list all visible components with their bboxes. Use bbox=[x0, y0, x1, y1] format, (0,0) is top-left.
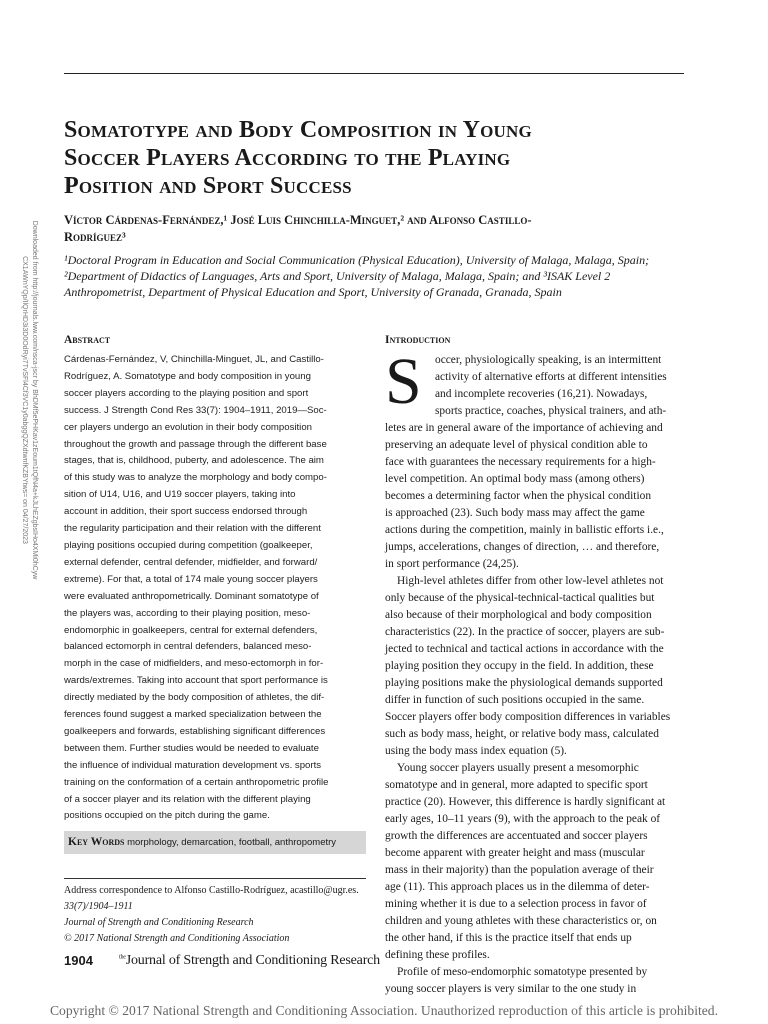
text-line: face with guarantees the necessary requirements for a high- bbox=[385, 456, 656, 468]
text-line: differ in function of such positions occupied in the same. bbox=[385, 694, 645, 706]
text-line: were evaluated anthropometrically. Dominant somatotype of bbox=[64, 590, 319, 602]
text-line: the influence of individual maturation development vs. sports bbox=[64, 759, 322, 771]
affiliation-line: ¹Doctoral Program in Education and Social Communication (Physical Education), University of Malaga, Malaga, Spain; bbox=[64, 253, 650, 267]
copyright-notice: Copyright © 2017 National Strength and Conditioning Association. Unauthorized reproduction of this article is prohibited. bbox=[49, 1003, 718, 1018]
text-line: ferences found suggest a marked specialization between the bbox=[64, 709, 322, 721]
left-column bbox=[64, 333, 366, 854]
abstract-body bbox=[64, 352, 366, 825]
text-line: extreme). For that, a total of 174 male young soccer players bbox=[64, 573, 318, 585]
text-line: in sport performance (24,25). bbox=[385, 558, 519, 570]
text-line: success. J Strength Cond Res 33(7): 1904–1911, 2019—Soc- bbox=[64, 404, 327, 416]
title-line: Position and Sport Success bbox=[64, 173, 352, 199]
text-line: becomes a determining factor when the physical condition bbox=[385, 490, 652, 502]
text-line: level competition. An optimal body mass (among others) bbox=[385, 473, 645, 485]
text-line: early ages, 10–11 years (9), with the approach to the peak of bbox=[385, 813, 661, 825]
text-line: activity of alternative efforts at different intensities bbox=[435, 371, 667, 383]
text-line: goalkeepers and forwards, establishing significant differences bbox=[64, 725, 326, 737]
text-line: using the body mass index equation (5). bbox=[385, 745, 567, 757]
text-line: external defender, central defender, midfielder, and forward/ bbox=[64, 556, 318, 568]
drop-cap: S bbox=[385, 345, 422, 418]
text-line: sition of U14, U16, and U19 soccer players, taking into bbox=[64, 489, 296, 501]
text-line: training on the conformation of a certain anthropometric profile bbox=[64, 776, 329, 788]
text-line: Rodríguez, A. Somatotype and body composition in young bbox=[64, 370, 311, 382]
text-line: between them. Further studies would be needed to evaluate bbox=[64, 742, 319, 754]
text-line: playing positions occupied during competition (goalkeeper, bbox=[64, 539, 313, 551]
title-line: Somatotype and Body Composition in Young bbox=[64, 117, 532, 143]
paragraph-1 bbox=[385, 345, 685, 573]
download-notice-line: CX1AWnYQp/IlQrHD3i3D0OdRyi7TvSFl4Cf3VC1y0abggQZXdtwnfKZBYtws= on 04/27/2023 bbox=[21, 256, 28, 544]
text-line: morph in the case of midfielders, and meso-ectomorph in for- bbox=[64, 658, 324, 670]
paragraph-4 bbox=[385, 964, 685, 998]
keywords-label: Key Words bbox=[68, 836, 125, 849]
text-line: wards/extremes. Taking into account that sport performance is bbox=[64, 675, 328, 687]
text-line: soccer players according to the playing position and sport bbox=[64, 387, 309, 399]
page-number: 1904 bbox=[64, 953, 93, 968]
text-line: directly mediated by the body composition of athletes, the dif- bbox=[64, 692, 325, 704]
text-line: and incomplete recoveries (16,21). Nowadays, bbox=[435, 388, 648, 400]
journal-title: Journal of Strength and Conditioning Research bbox=[125, 953, 380, 968]
text-line: throughout the growth and passage through the different base bbox=[64, 438, 327, 450]
text-line: children and young athletes with these characteristics or, on bbox=[385, 915, 657, 927]
author-line: Víctor Cárdenas-Fernández,¹ José Luis Chinchilla-Minguet,² and Alfonso Castillo- bbox=[64, 213, 532, 227]
text-line: Profile of meso-endomorphic somatotype presented by bbox=[397, 966, 648, 978]
text-line: High-level athletes differ from other low-level athletes not bbox=[397, 575, 664, 587]
affiliation-line: Anthropometrist, Department of Physical Education and Sport, University of Granada, Granada, Spain bbox=[64, 285, 562, 299]
text-line: growth the differences are accentuated and soccer players bbox=[385, 830, 648, 842]
top-rule bbox=[64, 73, 684, 74]
text-line: somatotype and in general, more adapted to specific sport bbox=[385, 779, 648, 791]
affiliations bbox=[64, 252, 684, 300]
article-title bbox=[64, 116, 684, 200]
introduction-heading: Introduction bbox=[385, 334, 451, 346]
download-notice-line: Downloaded from http://journals.lww.com/nsca-jscr by BhDMf5ePHKav1zEoum1tQfN4a+kJLhEZgbsIHo4XMi0hCyw bbox=[31, 220, 38, 580]
text-line: preserving an adequate level of physical condition able to bbox=[385, 439, 648, 451]
journal-name: Journal of Strength and Conditioning Research bbox=[64, 917, 254, 928]
text-line: playing position they occupy in the field. In addition, these bbox=[385, 660, 654, 672]
text-line: the players was, according to their playing position, meso- bbox=[64, 607, 311, 619]
paragraph-2 bbox=[385, 573, 685, 760]
text-line: characteristics (22). In the practice of soccer, players are sub- bbox=[385, 626, 665, 638]
text-line: only because of the physical-technical-tactical qualities but bbox=[385, 592, 655, 604]
text-line: mining whether it is due to a selection process in favor of bbox=[385, 898, 647, 910]
text-line: sports practice, coaches, physical trainers, and ath- bbox=[435, 405, 667, 417]
author-line: Rodríguez³ bbox=[64, 230, 126, 244]
correspondence-block bbox=[64, 878, 366, 947]
text-line: the regularity participation and their relation with the different bbox=[64, 523, 321, 535]
text-line: endomorphic in goalkeepers, central for external defenders, bbox=[64, 624, 318, 636]
text-line: cer players undergo an evolution in their body composition bbox=[64, 421, 312, 433]
download-notice bbox=[19, 175, 39, 625]
footer-journal-name bbox=[119, 953, 380, 969]
copyright-line: © 2017 National Strength and Conditioning Association bbox=[64, 933, 290, 944]
text-line: practice (20). However, this difference is hardly significant at bbox=[385, 796, 666, 808]
author-list bbox=[64, 212, 684, 246]
text-line: become apparent with greater height and mass (muscular bbox=[385, 847, 645, 859]
text-line: account in addition, their sport success endorsed through bbox=[64, 506, 308, 518]
text-line: occer, physiologically speaking, is an intermittent bbox=[435, 354, 662, 366]
abstract-heading: Abstract bbox=[64, 334, 111, 346]
text-line: positions occupied on the pitch during the game. bbox=[64, 810, 270, 822]
paragraph-3 bbox=[385, 760, 685, 964]
text-line: balanced ectomorph in central defenders, balanced meso- bbox=[64, 641, 312, 653]
correspondence-address: Address correspondence to Alfonso Castillo-Rodríguez, acastillo@ugr.es. bbox=[64, 885, 359, 896]
text-line: is approached (23). Such body mass may affect the game bbox=[385, 507, 645, 519]
keywords-box bbox=[64, 831, 366, 854]
introduction-body bbox=[385, 345, 685, 998]
journal-prefix: the bbox=[119, 954, 126, 961]
text-line: age (11). This approach places us in the dilemma of deter- bbox=[385, 881, 650, 893]
text-line: of a soccer player and its relation with the different playing bbox=[64, 793, 311, 805]
text-line: also because of their morphological and body composition bbox=[385, 609, 652, 621]
text-line: playing positions make the physiological demands supported bbox=[385, 677, 663, 689]
text-line: stages, that is, childhood, puberty, and adolescence. The aim bbox=[64, 455, 324, 467]
text-line: letes are in general aware of the importance of achieving and bbox=[385, 422, 663, 434]
text-line: Young soccer players usually present a mesomorphic bbox=[397, 762, 639, 774]
text-line: actions during the competition, mainly in ballistic efforts i.e., bbox=[385, 524, 664, 536]
text-line: such as body mass, height, or relative body mass, calculated bbox=[385, 728, 659, 740]
title-line: Soccer Players According to the Playing bbox=[64, 145, 511, 171]
right-column bbox=[385, 333, 685, 998]
text-line: Cárdenas-Fernández, V, Chinchilla-Minguet, JL, and Castillo- bbox=[64, 354, 324, 365]
text-line: jected to technical and tactical actions in accordance with the bbox=[385, 643, 664, 655]
text-line: jumps, accelerations, changes of direction, … and therefore, bbox=[385, 541, 660, 553]
text-line: the other hand, if this is the practice itself that ends up bbox=[385, 932, 632, 944]
text-line: young soccer players is very similar to the one study in bbox=[385, 983, 637, 995]
text-line: Soccer players offer body composition differences in variables bbox=[385, 711, 671, 723]
keywords-text: morphology, demarcation, football, anthropometry bbox=[124, 837, 337, 849]
text-line: of this study was to analyze the morphology and body compo- bbox=[64, 472, 327, 484]
download-sidebar bbox=[10, 175, 48, 625]
text-line: mass in their majority) than the population average of their bbox=[385, 864, 654, 876]
text-line: defining these profiles. bbox=[385, 949, 490, 961]
volume-pages: 33(7)/1904–1911 bbox=[64, 901, 133, 912]
affiliation-line: ²Department of Didactics of Languages, Arts and Sport, University of Malaga, Malaga, Spain; and ³ISAK Level 2 bbox=[64, 269, 611, 283]
